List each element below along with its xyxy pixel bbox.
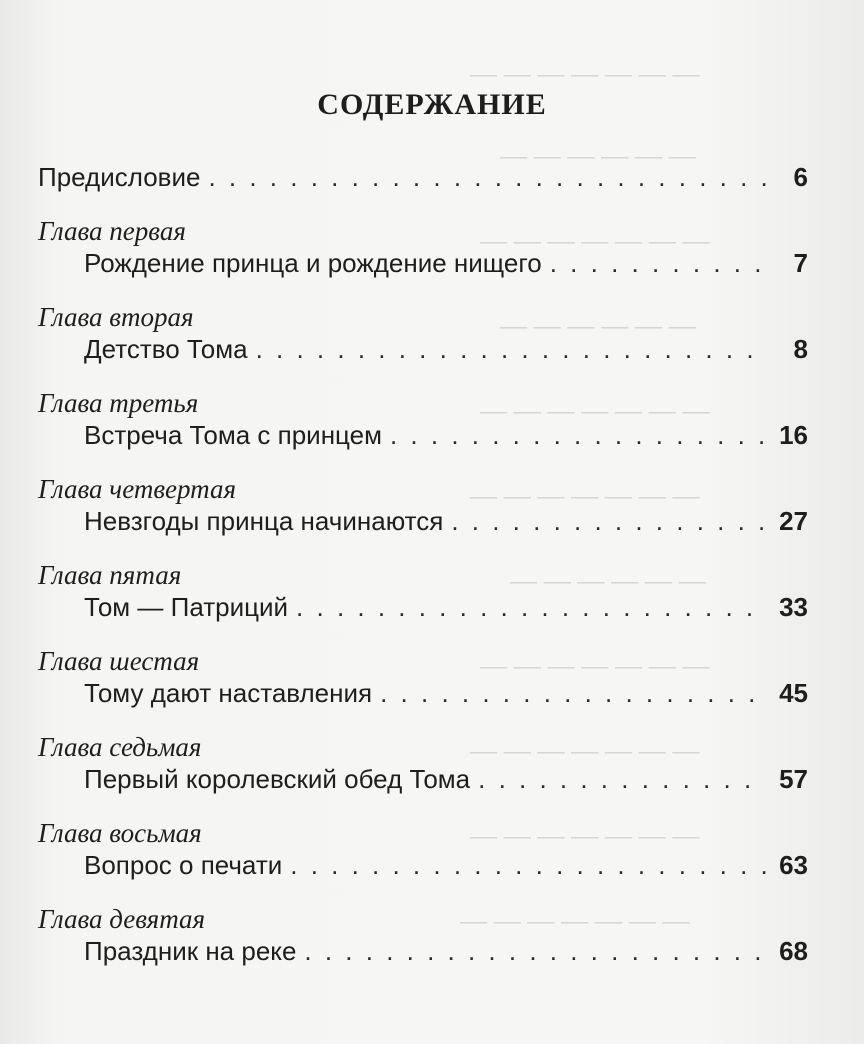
- entry-title: Вопрос о печати: [84, 850, 283, 880]
- dot-leader: [256, 334, 766, 365]
- entry-title: Первый королевский обед Тома: [84, 764, 471, 794]
- chapter-label: Глава восьмая: [38, 818, 202, 848]
- toc-entry[interactable]: [38, 592, 808, 630]
- toc-chapter-7[interactable]: [38, 730, 808, 802]
- chapter-label: Глава первая: [38, 216, 186, 246]
- entry-page-number: 8: [793, 334, 808, 364]
- toc-entry-preface[interactable]: [38, 162, 808, 200]
- toc-chapter-1[interactable]: [38, 214, 808, 286]
- toc-chapter-2[interactable]: [38, 300, 808, 372]
- entry-page-number: 57: [779, 764, 808, 794]
- chapter-label: Глава вторая: [38, 302, 194, 332]
- entry-page-number: 45: [779, 678, 808, 708]
- toc-entry[interactable]: [38, 334, 808, 372]
- chapter-label: Глава девятая: [38, 904, 206, 934]
- toc-entry[interactable]: [38, 506, 808, 544]
- dot-leader: [550, 248, 766, 279]
- entry-page-number: 27: [779, 506, 808, 536]
- toc-chapter-5[interactable]: [38, 558, 808, 630]
- chapter-label: Глава третья: [38, 388, 199, 418]
- entry-page-number: 6: [793, 162, 808, 192]
- entry-title: Тому дают наставления: [84, 678, 373, 708]
- entry-title: Детство Тома: [84, 334, 248, 364]
- toc-entry[interactable]: [38, 678, 808, 716]
- entry-title: Встреча Тома с принцем: [84, 420, 382, 450]
- dot-leader: [290, 850, 766, 881]
- bleed-through-text: — — — — — — — — — — — — — — — — — — — — — — — — — — — — — — — — — — — — — — — — — — — — — — — — — — — — — — — — — — — — — — — — — — — — — — — — — —: [460, 58, 710, 935]
- chapter-label: Глава шестая: [38, 646, 200, 676]
- entry-page-number: 63: [779, 850, 808, 880]
- entry-page-number: 68: [779, 936, 808, 966]
- entry-page-number: 16: [779, 420, 808, 450]
- dot-leader: [296, 592, 766, 623]
- toc-chapter-8[interactable]: [38, 816, 808, 888]
- toc-chapter-6[interactable]: [38, 644, 808, 716]
- dot-leader: [208, 162, 766, 193]
- dot-leader: [304, 936, 766, 967]
- table-of-contents: [38, 162, 808, 974]
- toc-chapter-4[interactable]: [38, 472, 808, 544]
- dot-leader: [478, 764, 766, 795]
- toc-chapter-9[interactable]: [38, 902, 808, 974]
- toc-entry[interactable]: [38, 850, 808, 888]
- toc-entry[interactable]: [38, 420, 808, 458]
- chapter-label: Глава четвертая: [38, 474, 237, 504]
- entry-page-number: 7: [793, 248, 808, 278]
- dot-leader: [390, 420, 766, 451]
- toc-chapter-3[interactable]: [38, 386, 808, 458]
- toc-entry[interactable]: [38, 248, 808, 286]
- dot-leader: [451, 506, 766, 537]
- chapter-label: Глава пятая: [38, 560, 182, 590]
- chapter-label: Глава седьмая: [38, 732, 202, 762]
- entry-title: Невзгоды принца начинаются: [84, 506, 444, 536]
- entry-title: Предисловие: [38, 162, 201, 192]
- entry-title: Том — Патриций: [84, 592, 289, 622]
- entry-page-number: 33: [779, 592, 808, 622]
- entry-title: Праздник на реке: [84, 936, 297, 966]
- entry-title: Рождение принца и рождение нищего: [84, 248, 542, 278]
- page-title: СОДЕРЖАНИЕ: [317, 88, 547, 121]
- toc-entry[interactable]: [38, 936, 808, 974]
- dot-leader: [380, 678, 766, 709]
- toc-entry[interactable]: [38, 764, 808, 802]
